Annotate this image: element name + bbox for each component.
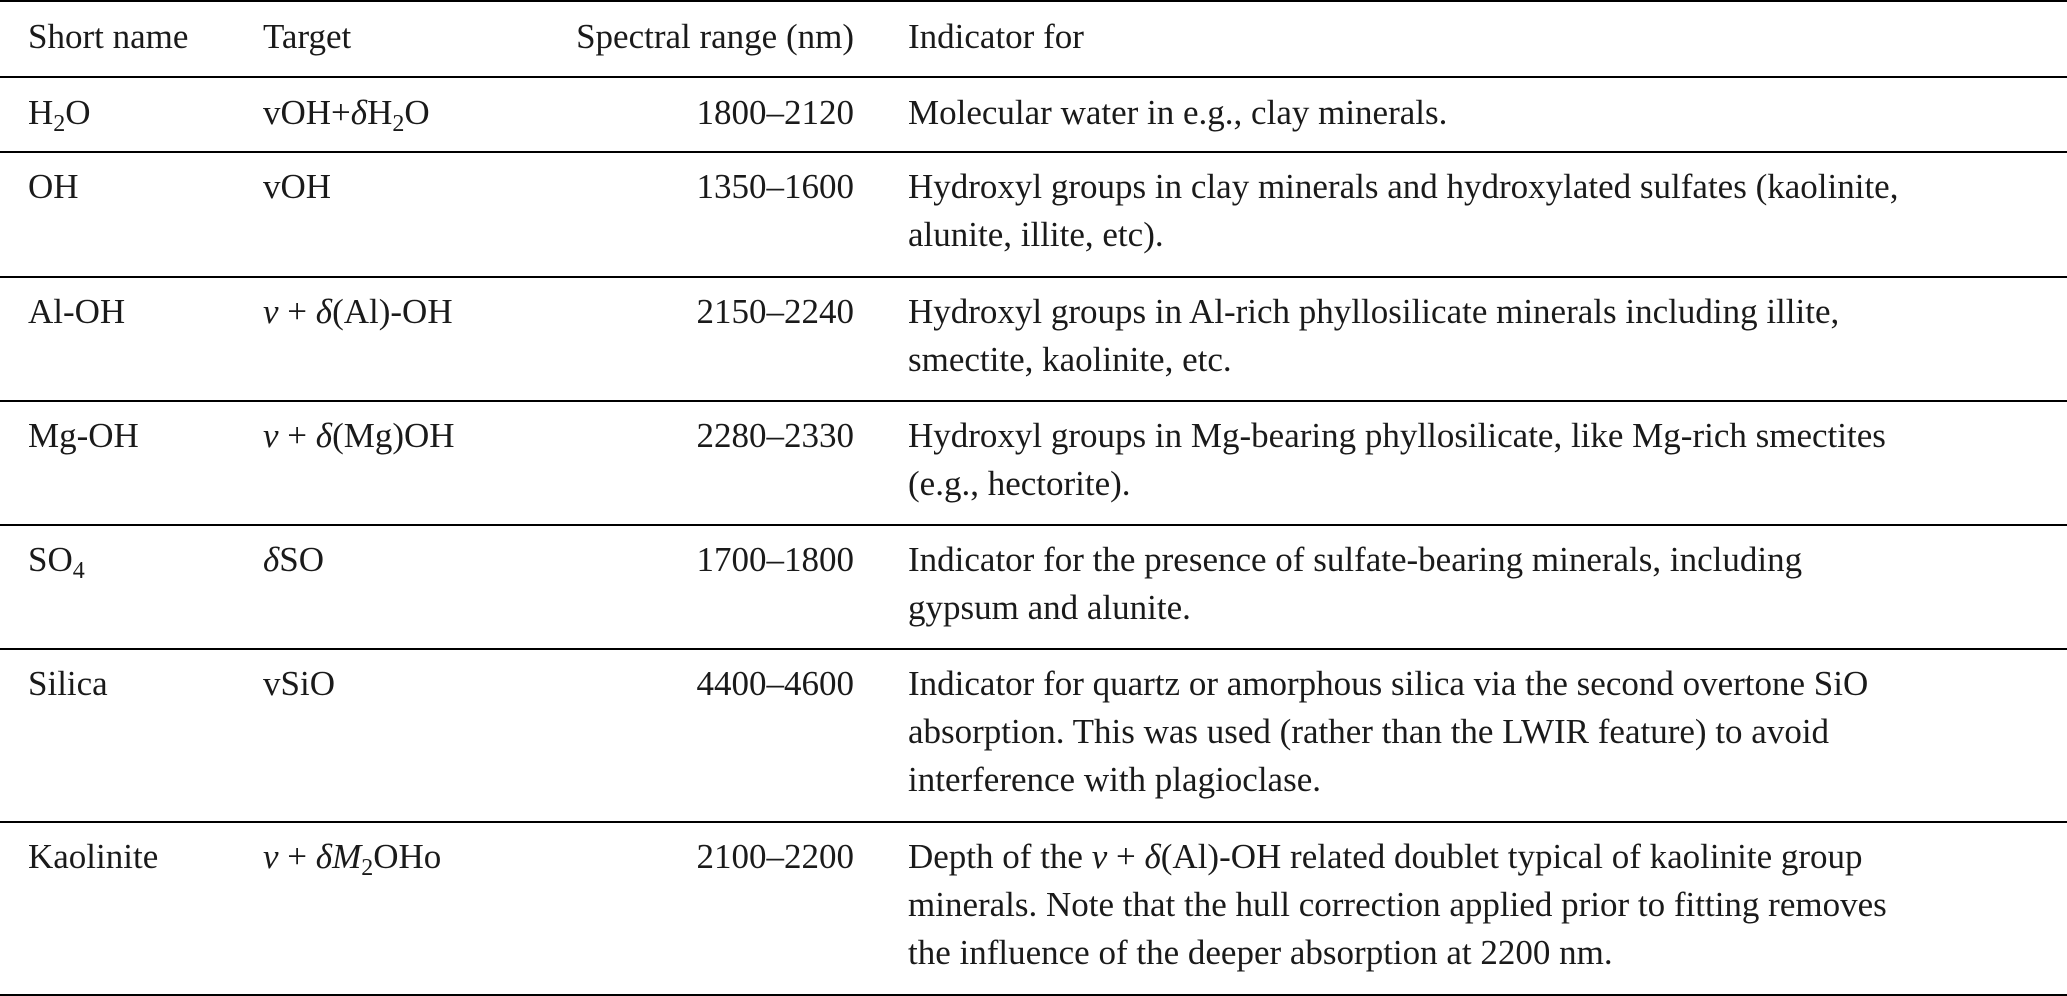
target-cell: δSO: [263, 540, 325, 579]
indicator-cell: Depth of the ν + δ(Al)-OH related doublet typical of kaolinite group minerals. Note that the hull correction applied prior to fitting removes the influence of the deeper absorption at 2200 nm.: [908, 837, 1887, 972]
target-cell: $\nu + \delta M_2OHo$: [263, 837, 442, 881]
row-rule: [0, 821, 2067, 823]
short-name-cell: Kaolinite: [28, 837, 159, 876]
spectral-range-cell: 2280–2330: [696, 416, 854, 455]
row-rule: [0, 151, 2067, 153]
header-target: Target: [263, 17, 352, 56]
spectral-range-cell: 1700–1800: [696, 540, 854, 579]
indicator-cell: Indicator for quartz or amorphous silica via the second overtone SiO absorption. This was used (rather than the LWIR feature) to avoid interference with plagioclase.: [908, 664, 1869, 799]
indicator-cell: Hydroxyl groups in Mg-bearing phyllosilicate, like Mg-rich smectites (e.g., hectorite).: [908, 416, 1886, 503]
target-cell: ν + δ(Al)-OH: [263, 292, 453, 331]
target-cell: $vOH+\delta H_2O$: [263, 93, 430, 137]
header-short-name: Short name: [28, 17, 189, 56]
row-rule: [0, 648, 2067, 650]
header-indicator: Indicator for: [908, 17, 1084, 56]
spectral-range-cell: 2150–2240: [696, 292, 854, 331]
header-spectral-range: Spectral range (nm): [576, 17, 854, 56]
target-cell: ν + δ(Mg)OH: [263, 416, 455, 455]
indicator-cell: Molecular water in e.g., clay minerals.: [908, 93, 1448, 132]
indicator-cell: Indicator for the presence of sulfate-bearing minerals, including gypsum and alunite.: [908, 540, 1803, 627]
spectral-range-cell: 1800–2120: [696, 93, 854, 132]
top-rule: [0, 0, 2067, 2]
indicator-cell: Hydroxyl groups in clay minerals and hydroxylated sulfates (kaolinite, alunite, illite, etc).: [908, 167, 1899, 254]
header-rule: [0, 76, 2067, 78]
short-name-cell: Al-OH: [28, 292, 126, 331]
spectral-range-cell: 2100–2200: [696, 837, 854, 876]
short-name-cell: OH: [28, 167, 79, 206]
short-name-cell: $SO_4$: [28, 540, 85, 584]
row-rule: [0, 276, 2067, 278]
row-rule: [0, 400, 2067, 402]
short-name-cell: Silica: [28, 664, 108, 703]
target-cell: vOH: [263, 167, 332, 206]
short-name-cell: $H_2O$: [28, 93, 91, 137]
short-name-cell: Mg-OH: [28, 416, 139, 455]
spectral-range-cell: 4400–4600: [696, 664, 854, 703]
indicator-cell: Hydroxyl groups in Al-rich phyllosilicate minerals including illite, smectite, kaolinite, etc.: [908, 292, 1840, 379]
row-rule: [0, 524, 2067, 526]
target-cell: vSiO: [263, 664, 335, 703]
spectral-range-cell: 1350–1600: [696, 167, 854, 206]
